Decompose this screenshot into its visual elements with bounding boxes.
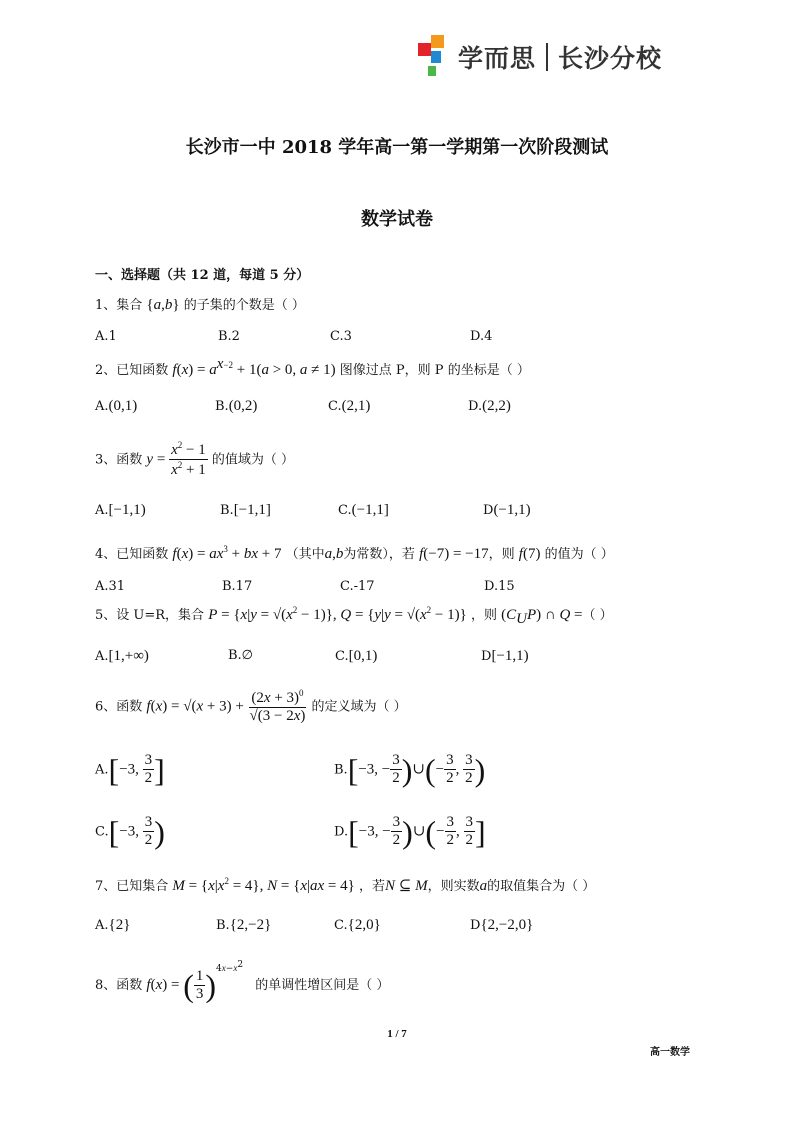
q4-option-a: A.31 <box>95 579 126 594</box>
q6-text-a: 6、函数 <box>95 699 143 715</box>
q4-text-a: 4、已知函数 <box>95 547 169 562</box>
page-title: 长沙市一中 2018 学年高一第一学期第一次阶段测试 <box>185 137 609 158</box>
q1-option-c: C.3 <box>330 329 352 344</box>
q7-option-a: A.{2} <box>95 917 131 933</box>
q7-option-b: B.{2,−2} <box>216 917 272 933</box>
q2-option-a: A.(0,1) <box>95 398 138 414</box>
q5-option-d: D[−1,1) <box>481 648 529 664</box>
brand-logo <box>418 33 708 81</box>
q5-option-b: B.∅ <box>228 648 254 663</box>
q6-text-b: 的定义域为（ ） <box>311 699 407 715</box>
q3-fraction: $\frac{x^2 - 1}{x^2 + 1}$ <box>171 440 206 479</box>
q3-text-a: 3、函数 <box>95 452 143 468</box>
q7-text-a: 7、已知集合 <box>95 879 169 894</box>
q5-text-c: （ ） <box>582 608 613 623</box>
q3-option-d: D(−1,1) <box>483 502 531 518</box>
q4-text-d: ，则 <box>488 547 515 562</box>
footer-label: 高一数学 <box>650 1047 690 1058</box>
q6-option-a: A.[−3, $\frac{3}{2}$ ] <box>95 751 165 788</box>
q4-text-e: 的值为（ ） <box>544 547 614 562</box>
q5-option-a: A.[1,+∞) <box>95 648 149 664</box>
q1-option-d: D.4 <box>470 329 493 344</box>
q7-text-d: 的取值集合为（ ） <box>487 879 596 894</box>
q5-text-b: ，则 <box>470 608 497 623</box>
question-6: 6、函数 f(x) = √(x + 3) + $\frac{(2x + 3)^0}{√(3 - 2x)}$ 的定义域为（ ） <box>95 688 407 725</box>
q1-set: {a,b} <box>146 297 180 313</box>
q3-text-b: 的值域为（ ） <box>211 452 294 468</box>
q5-option-c: C.[0,1) <box>335 648 378 664</box>
q8-text-a: 8、函数 <box>95 978 143 993</box>
q1-text-a: 1、集合 <box>95 298 143 313</box>
q7-text-c: ，则实数 <box>427 879 480 894</box>
q4-text-c: 为常数），若 <box>343 547 415 562</box>
q1-option-b: B.2 <box>218 329 240 344</box>
brand-divider <box>546 43 548 71</box>
q2-text-a: 2、已知函数 <box>95 363 169 378</box>
q2-option-b: B.(0,2) <box>215 398 258 414</box>
question-3: 3、函数 y = $\frac{x^2 - 1}{x^2 + 1}$ 的值域为（ ） <box>95 440 294 479</box>
q2-formula: $f(x) = a^{x-2} + 1(a > 0$, a ≠ 1) <box>172 356 336 378</box>
q6-option-d: D.[−3, − $\frac{3}{2}$ )∪(− $\frac{3}{2}$ , $\frac{3}{2}$ ] <box>334 813 486 850</box>
question-5: 5、设 U=R，集合 $P = \{x|y = √(x^2 - 1)\}$, $Q = \{y|y = √(x^2 - 1)\}$ ，则 $(C_UP)$ ∩ Q =（ ） <box>95 605 613 627</box>
q7-text-b: ，若 <box>358 879 385 894</box>
q2-text-b: 图像过点 P，则 P 的坐标是（ ） <box>339 363 530 378</box>
question-1 <box>95 294 305 314</box>
q3-option-c: C.(−1,1] <box>338 502 389 518</box>
q7-option-d: D{2,−2,0} <box>470 917 534 933</box>
q1-option-a: A.1 <box>95 329 117 344</box>
q3-option-b: B.[−1,1] <box>220 502 271 518</box>
q5-text-a: 5、设 U=R，集合 <box>95 608 205 623</box>
q6-fraction: $\frac{(2x + 3)^0}{√(3 - 2x)}$ <box>249 688 306 725</box>
q6-option-c: C.[−3, $\frac{3}{2}$ ) <box>95 813 165 850</box>
question-7: 7、已知集合 $M = \{x|x^2 = 4\}$, N = {x|ax = 4} ，若N ⊆ M，则实数a的取值集合为（ ） <box>95 876 596 894</box>
question-8: 8、函数 f(x) = ( $\frac{1}{3}$ )$^{4x-x^2}$ 的单调性增区间是（ ） <box>95 960 390 1004</box>
q2-option-d: D.(2,2) <box>468 398 511 414</box>
page-subtitle: 数学试卷 <box>361 209 433 230</box>
q3-option-a: A.[−1,1) <box>95 502 146 518</box>
page-number: 1 / 7 <box>387 1028 407 1040</box>
q4-option-b: B.17 <box>222 579 253 594</box>
branch-name: 长沙分校 <box>558 44 663 73</box>
logo-mark-icon <box>418 33 448 81</box>
q2-option-c: C.(2,1) <box>328 398 371 414</box>
q4-text-b: （其中 <box>285 547 325 562</box>
q1-text-b: 的子集的个数是（ ） <box>183 298 305 313</box>
q4-option-d: D.15 <box>484 579 515 594</box>
brand-name: 学而思 <box>458 44 537 73</box>
q8-text-b: 的单调性增区间是（ ） <box>255 978 390 993</box>
question-4: 4、已知函数 $f(x) = ax^3$ + bx + 7 （其中a,b为常数），若 f(−7) = −17，则 f(7) 的值为（ ） <box>95 544 614 562</box>
q4-option-c: C.-17 <box>340 579 375 594</box>
q7-option-c: C.{2,0} <box>334 917 381 933</box>
section-heading: 一、选择题（共 12 道，每道 5 分） <box>95 268 310 283</box>
q6-option-b: B.[−3, − $\frac{3}{2}$ )∪(− $\frac{3}{2}$ , $\frac{3}{2}$ ) <box>334 751 486 788</box>
question-2 <box>95 356 530 379</box>
